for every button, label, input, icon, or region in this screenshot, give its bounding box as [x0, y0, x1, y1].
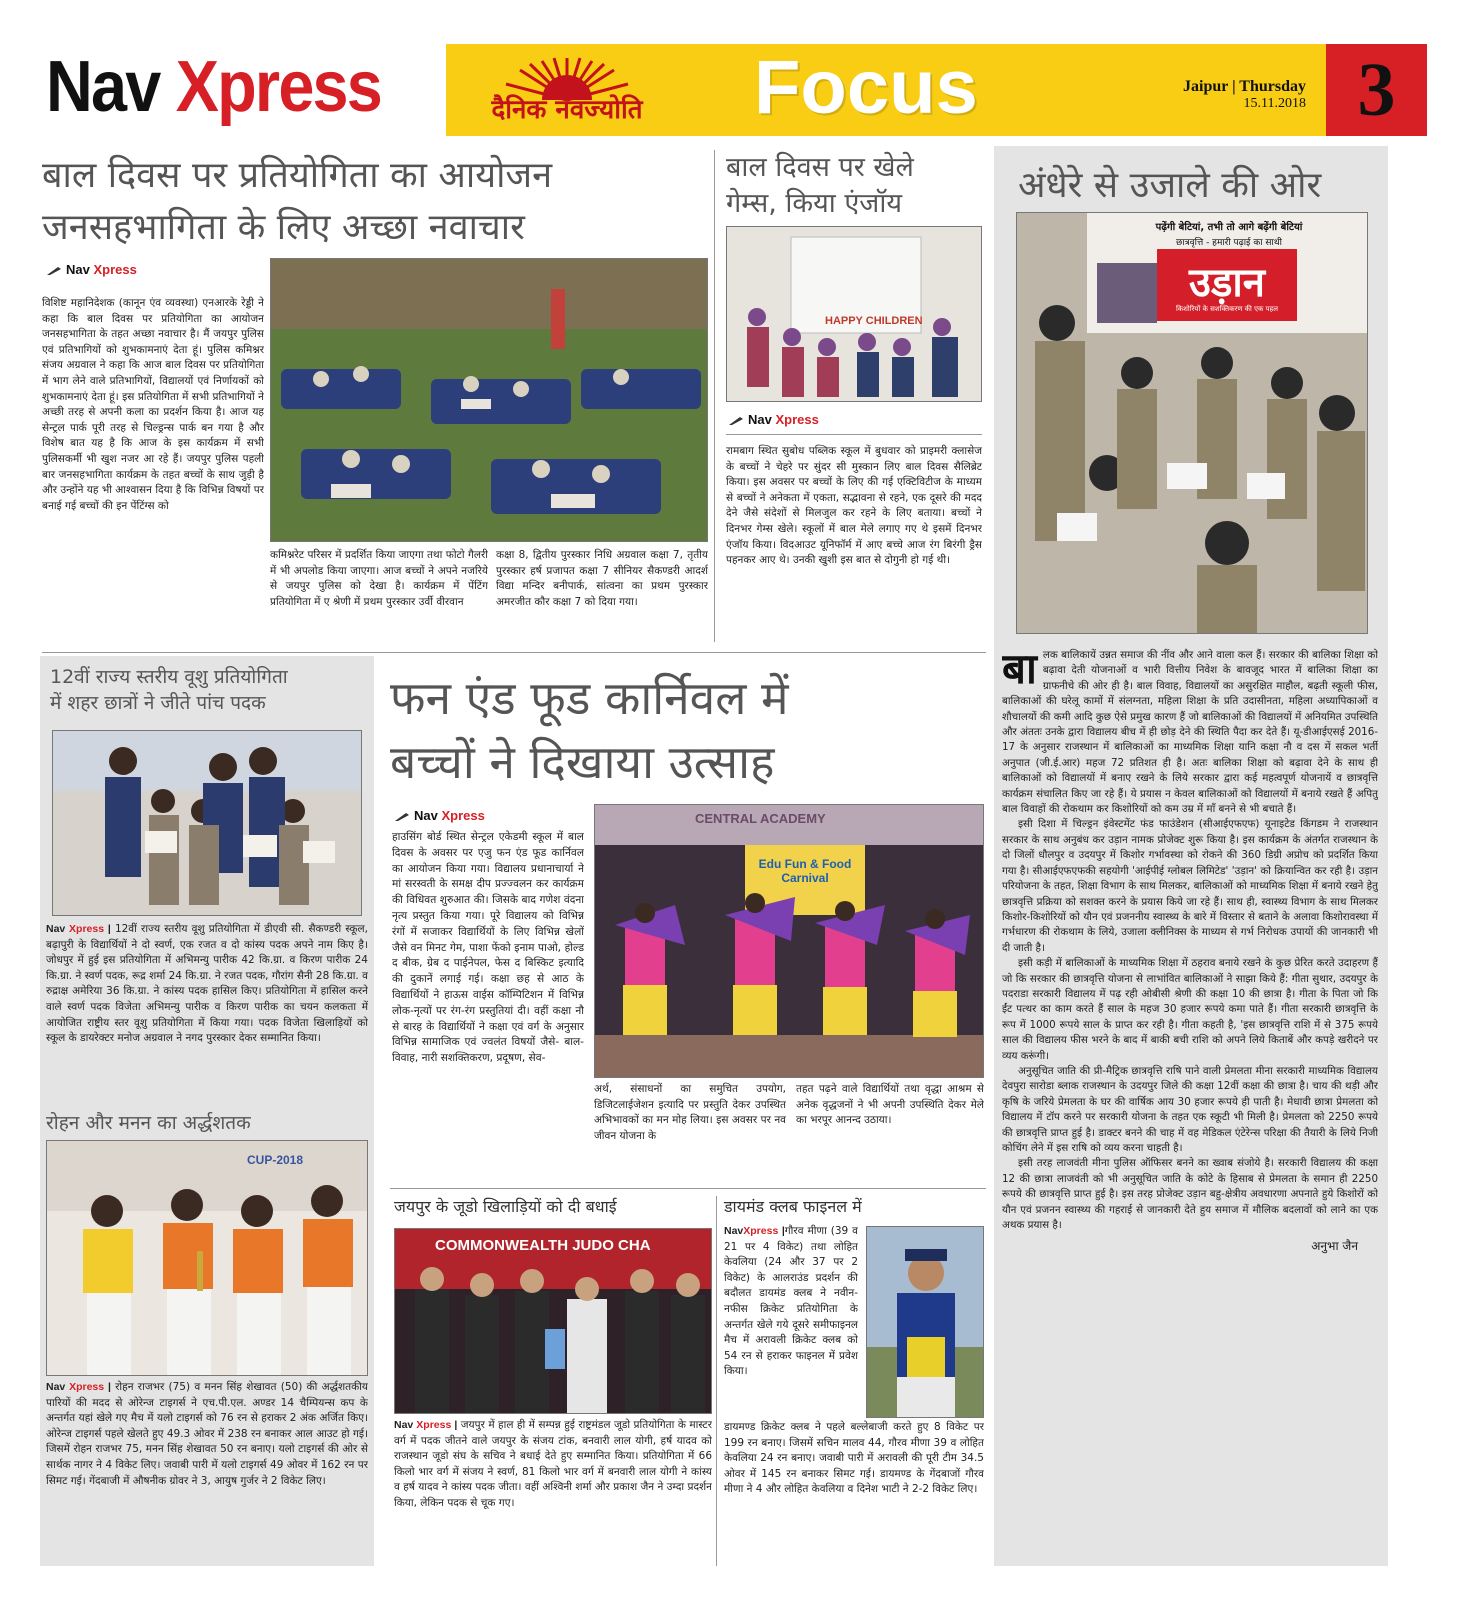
article4-photo: [52, 730, 362, 916]
article7-headline: जयपुर के जूडो खिलाड़ियों को दी बधाई: [394, 1197, 617, 1216]
article2-text: रामबाग स्थित सुबोध पब्लिक स्कूल में बुधवार को प्राइमरी क्लासेज के बच्चों ने चेहरे पर सुंदर सी मुस्कान लिए बाल दिवस सैलिब्रेट किया। इस अवसर पर बच्चों के लिए की गई एक्टिविटीज के माध्यम से बच्चों ने अनेकता में एकता, सद्भावना से रहने, एक दूसरे की मदद देने जैसे संदेशों से मिलजुल कर रहने के लिए बताया। बच्चों ने दिनभर गेम्स खेले। स्कूलों में बाल मेले लगाए गए थे इसमें दिनभर एंजॉय किया। विदआउट यूनिफॉर्म में आए बच्चे आज रंग बिरंगी ड्रैस पहनकर आए थे। उनकी खुशी इस बात से दोगुनी हो गई थी।: [726, 445, 982, 567]
article8-byline: NavXpress |: [724, 1225, 785, 1237]
article2-headline: [726, 150, 988, 222]
academy-banner: CENTRAL ACADEMY: [695, 811, 826, 826]
cup-banner: CUP-2018: [247, 1153, 304, 1167]
article2-byline: Nav Xpress: [728, 412, 819, 427]
article8-text-top: NavXpress |गौरव मीणा (39 व 21 पर 4 विकेट) तथा लोहित केवलिया (24 और 37 पर 2 विकेट) के आलराउंड प्रदर्शन की बदौलत डायमंड क्लब ने नवीन-नफीस क्रिकेट प्रतियोगिता के अन्तर्गत खेले गये दूसरे समीफाइनल मैच में अरावली क्रिकेट क्लब को 54 रन से हराकर फाइनल में प्रवेश किया।: [724, 1225, 858, 1378]
article6-headline-line1: फन एंड फूड कार्निवल में: [390, 671, 789, 725]
section-title: Focus: [754, 45, 978, 130]
article5-text: Nav Xpress | रोहन राजभर (75) व मनन सिंह शेखावत (50) की अर्द्धशतकीय पारियों की मदद से ओरेन्ज टाइगर्स ने एच.पी.एल. अण्डर 14 चैम्पियन्स कप के अन्तर्गत यहां खेले गए मैच में यलो टाइगर्स को 76 रन से हराकर 2 अंक अर्जित किए। ओरेन्ज टाइगर्स पहले खेलते हुए 49.3 ओवर में 238 रन बनाकर आल आउट हो गई। जिसमें रोहन राजभर 75, मनन सिंह शेखावत 50 रन बनाए। यलो टाइगर्स की ओर से सार्थक नागर ने 4 विकेट लिए। जवाबी पारी में यलो टाइगर्स 49 ओवर में 162 रन पर सिमट गई। गेंदबाजी में औषनीक ग्रोवर ने 3, आयुष गुर्जर ने 2 विकेट लिए।: [46, 1381, 368, 1487]
article6-text-left: हाउसिंग बोर्ड स्थित सेन्ट्रल एकेडमी स्कूल में बाल दिवस के अवसर पर एजु फन एंड फूड कार्निवल का आयोजन किया गया। विद्यालय प्रधानाचार्या ने मां सरस्वती के समक्ष दीप प्रज्ज्वलन कर कार्यक्रम की विधिवत शुरुआत की। जिसके बाद गणेश वंदना नृत्य प्रस्तुत किया गया। पूरे विद्यालय को विभिन्न रंगों में सजाकर विद्यार्थियों के लिए विभिन्न खेलों जैसे वन मिनट गेम, पाशा फेंको इनाम पाओ, होल्ड द बीक, ग्रेब द पाईनेपल, फेस द बिस्किट इत्यादि की दुकानें लगाई गई। कक्षा छह से आठ के विद्यार्थियों ने हाऊस वाईस कॉम्पिटिशन में विभिन्न लोक-नृत्यों पर रंग-रंग प्रस्तुतियां दी। वहीं कक्षा नौ से बारह के विद्यार्थियों ने कक्षा एवं वर्ग के अनुसार विभिन्न सामाजिक एवं ज्वलंत विषयों जैसे- बाल-विवाह, नारी सशक्तिकरण, प्रदूषण, सेव-: [392, 831, 584, 1065]
article6-byline: Nav Xpress: [394, 808, 485, 823]
article7-byline: Nav Xpress |: [394, 1419, 458, 1431]
pen-icon: [46, 266, 62, 276]
article6-photo: [594, 804, 984, 1078]
article8-photo: [866, 1226, 984, 1418]
byline-rule: [726, 434, 982, 435]
commonwealth-banner: COMMONWEALTH JUDO CHA: [435, 1237, 651, 1254]
edition-date: 15.11.2018: [1243, 96, 1306, 111]
article3-para4: अनुसूचित जाति की प्री-मैट्रिक छात्रवृत्ति राषि पाने वाली प्रेमलता मीना सरकारी माध्यमिक विद्यालय देवपुरा सारोडा ब्लाक राजस्थान के उदयपुर जिले की कक्षा 12वीं कक्षा की छात्रा है। चाय की थड़ी और कृषि के जरिये प्रेमलता के घर की वार्षिक आय 30 हजार रूपये ही पाती है। मेधावी छात्रा प्रेमलता को विद्यालय में टॉप करने पर सरकारी योजना के तहत एक स्कूटी भी मिली है। प्रेमलता को 2250 रूपये की छात्रवृत्ति प्राप्त हुई है। डाक्टर बनने की चाह में वह मेडिकल एंटेरेन्स परिक्षा की तैयारी के लिये निजी कोचिंग लेने में इस राषि को व्यय करना चाहती है।: [1002, 1064, 1378, 1154]
article8-text-bottom: डायमण्ड क्रिकेट क्लब ने पहले बल्लेबाजी करते हुए 8 विकेट पर 199 रन बनाए। जिसमें सचिन मालव 44, गौरव मीणा 39 व लोहित केवलिया 24 रन बनाए। जवाबी पारी में अरावली की पूरी टीम 34.5 ओवर में 145 रन बनाकर सिमट गई। डायमण्ड के गेंदबाजों गौरव मीणा ने 4 और लोहित केवलिया व दिनेश भाटी ने 2-2 विकेट लिए।: [724, 1421, 984, 1496]
cricketer-portrait-image: [867, 1227, 984, 1418]
article1-byline: Nav Xpress: [46, 262, 137, 277]
article4-headline-line1: 12वीं राज्य स्तरीय वूशु प्रतियोगिता: [50, 666, 288, 688]
masthead: [40, 44, 1427, 136]
section-rule: [390, 1188, 986, 1189]
city-day: Jaipur | Thursday: [1183, 78, 1306, 95]
brand-logo: Nav Xpress: [46, 47, 382, 127]
udaan-banner-line2: छात्रवृत्ति - हमारी पढ़ाई का साथी: [1176, 238, 1282, 248]
article7-text: Nav Xpress | जयपुर में हाल ही में सम्पन्न हुई राष्ट्रमंडल जूडो प्रतियोगिता के मास्टर वर्ग में पदक जीतने वाले जयपुर के संजय टांक, बनवारी लाल योगी, हर्ष यादव को राजस्थान जूडो संघ के सचिव ने बधाई देते हुए सम्मानित किया। प्रतियोगिता में 66 किलो भार वर्ग में संजय ने स्वर्ण, 81 किलो भार वर्ग में बनवारी लाल योगी ने कांस्य व हर्ष यादव ने कांस्य पदक जीता। वहीं अश्विनी शर्मा और प्रकाश जैन ने उम्दा प्रदर्शन किया, लेकिन पदक से चूक गए।: [394, 1419, 712, 1509]
article3-body: [1002, 648, 1378, 1548]
udaan-banner-line1: पढ़ेंगी बेटियां, तभी तो आगे बढ़ेंगी बेटियां: [1155, 222, 1303, 233]
pen-icon: [394, 812, 410, 822]
article3-photo: [1016, 212, 1368, 634]
article4-headline-line2: में शहर छात्रों ने जीते पांच पदक: [50, 692, 266, 714]
article6-text-mid: अर्थ, संसाधनों का समुचित उपयोग, डिजिटलाईजेशन इत्यादि पर प्रस्तुति देकर उपस्थित अभिभावकों का मन मोह लिया। इस अवसर पर नव जीवन योजना के: [594, 1083, 786, 1142]
udaan-banner-title: उड़ान: [1189, 260, 1265, 306]
article3-para2: इसी दिशा में चिल्ड्रन इंवेस्टमेंट फंड फाउंडेशन (सीआईएफएफ) यूनाइटेड किंगडम ने राजस्थान सरकार के साथ अनुबंध कर उड़ान नामक प्रोजेक्ट शुरू किया है। इस कार्यक्रम के अंतर्गत राजस्थान के दो जिलों धौलपुर व उदयपुर में किशोर गर्भावस्था को रोकने की 360 डिग्री अप्रोच को प्रदर्शित किया गया है। सीआईएफएफकी सहयोगी 'आईपीई ग्लोबल लिमिटेड' 'उड़ान' को क्रियान्वित कर रही है। उड़ान परियोजना के तहत, शिक्षा विभाग के साथ मिलकर, बालिकाओं को माध्यमिक शिक्षा में बनाये रखने हेतु छात्रवृत्ति प्रक्रिया को सशक्त करने के प्रयास किये जा रहे हैं। साथ ही, स्वास्थ्य विभाग के साथ मिलकर किशोर-किशोरियों को यौन एवं प्रजननीय स्वास्थ्य के बारे में विस्तार से बताने के अलावा किशोरावस्था में गर्भधारण की रोकथाम के लिये, उजाला क्लीनिक्स के माध्यम से गर्भ निरोधक उपायों की जानकारी भी दी जाती है।: [1002, 818, 1378, 954]
children-painting-image: [271, 259, 708, 542]
judo-felicitation-image: [395, 1229, 712, 1414]
author-signature: अनुभा जैन: [1311, 1239, 1358, 1254]
happy-children-sign: HAPPY CHILDREN: [825, 315, 923, 327]
brand-block: [40, 44, 446, 136]
wushu-winners-image: [53, 731, 362, 916]
article4-byline: Nav Xpress |: [46, 923, 111, 935]
article2-photo: [726, 226, 982, 402]
udaan-banner-tagline: किशोरियों के सशक्तिकरण की एक पहल: [1175, 305, 1279, 313]
column-rule: [716, 1196, 717, 1566]
article1-headline-line2: जनसहभागिता के लिए अच्छा नवाचार: [42, 207, 525, 248]
article2-headline-line1: बाल दिवस पर खेले: [726, 152, 914, 183]
article1-headline: [42, 150, 722, 254]
article4-text: Nav Xpress | 12वीं राज्य स्तरीय वूशु प्रतियोगिता में डीएवी सी. सैकण्डरी स्कूल, बढ़ापुरी के विद्यार्थियों ने दो स्वर्ण, एक रजत व दो कांस्य पदक अपने नाम किए है। जोधपुर में हुई इस प्रतियोगिता में अभिमन्यु पारीक 42 कि.ग्रा. व किरण पारीक 24 कि.ग्रा. ने स्वर्ण पदक, रूद्र शर्मा 24 कि.ग्रा. ने रजत पदक, गौरांग सैनी 28 कि.ग्रा. व रुद्राक्ष अमेरिया 36 कि.ग्रा. ने कांस्य पदक हासिल किए। प्रतियोगिता में हासिल करने वाले स्वर्ण पदक विजेता अभिमन्यु पारीक व किरण पारीक का चयन कलकता में आयोजित राष्ट्रीय स्तर वूशु प्रतियोगिता में किया गया। पदक विजेता खिलाड़ियों को स्कूल के डायरेक्टर मनोज अग्रवाल ने नगद पुरस्कार देकर सम्मानित किया।: [46, 923, 368, 1045]
carnival-sign: Edu Fun & Food Carnival: [758, 857, 852, 885]
article6-headline-line2: बच्चों ने दिखाया उत्साह: [390, 735, 775, 789]
cricket-players-image: [47, 1141, 368, 1376]
article1-text-right: कक्षा 8, द्वितीय पुरस्कार निधि अग्रवाल कक्षा 7, तृतीय पुरस्कार हर्ष प्रजापत कक्षा 7 सीनियर सैकण्डरी आदर्श विद्या मन्दिर बनीपार्क, सांत्वना का प्रथम पुरस्कार अमरजीत कौर कक्षा 7 को दिया गया।: [496, 549, 708, 608]
article6-text-right: तहत पढ़ने वाले विद्यार्थियों तथा वृद्धा आश्रम से अनेक वृद्धजनों ने भी अपनी उपस्थिति देकर मेले का भरपूर आनन्द उठाया।: [796, 1083, 984, 1127]
column-rule: [714, 150, 715, 642]
article5-photo: [46, 1140, 368, 1376]
article3-para5: इसी तरह लाजवंती मीना पुलिस ऑफिसर बनने का ख्वाब संजोये है। सरकारी विद्यालय की कक्षा 12 की छात्रा लाजवंती को भी अनुसूचित जाति के कोटे के हिसाब से प्रेमलता के समान ही 2250 रूपये की छात्रवृत्ति प्राप्त हुई है। इस तरह प्रोजेक्ट उड़ान बहु-क्षेत्रीय अवधारणा अपनाते हुये किशोरों को यौन एवं प्रजनन स्वास्थ्य की गहराई से जानकारी देते हुय समाज में मौलिक बदलावों को लाने का एक अथक प्रयास है।: [1002, 1157, 1378, 1232]
article2-headline-line2: गेम्स, किया एंजॉय: [726, 188, 902, 219]
article3-headline: अंधेरे से उजाले की ओर: [1018, 165, 1322, 206]
article6-headline: [390, 666, 986, 794]
page-number: 3: [1326, 44, 1427, 136]
article1-text-mid: कमिश्नरेट परिसर में प्रदर्शित किया जाएगा तथा फोटो गैलरी में भी अपलोड किया जाएगा। आज बच्चों ने अपने नजरिये से जयपुर पुलिस को देखा है। कार्यक्रम में पेंटिंग प्रतियोगिता में ए श्रेणी में प्रथम पुरस्कार उर्वी वीरवान: [270, 549, 488, 608]
article8-headline: डायमंड क्लब फाइनल में: [724, 1197, 862, 1216]
logo-text: दैनिक नवज्योति: [491, 95, 643, 125]
article7-photo: [394, 1228, 712, 1414]
dance-performance-image: [595, 805, 984, 1078]
article4-headline: [50, 664, 366, 716]
article5-byline: Nav Xpress |: [46, 1381, 111, 1393]
article5-headline: रोहन और मनन का अर्द्धशतक: [46, 1112, 251, 1134]
dropcap: बा: [1002, 648, 1037, 693]
article1-headline-line1: बाल दिवस पर प्रतियोगिता का आयोजन: [42, 155, 553, 196]
article3-para3: इसी कड़ी में बालिकाओं के माध्यमिक शिक्षा में ठहराव बनाये रखने के कुछ प्रेरित करते उदाहरण हैं जो कि सरकार की छात्रवृत्ति योजना से लाभांवित बालिकाओं ने साझा किये हैं: गीता सुथार, उदयपुर के पदराडा सरकारी विद्यालय में पढ़ रही ओबीसी श्रेणी की कक्षा 10 की छात्रा है। गीता के पिता जो कि ईंट पत्थर का काम करते हैं साल के महज 30 हजार रूपये कमा पाते हैं। गीता सरकारी छात्रवृत्ति के रूप में 1000 रूपये साल के प्राप्त कर रही है। गीता कहती है, 'इस छात्रवृत्ति राशि में से 375 रूपये साल की विद्यालय फीस भरने के बाद में बाकी बची राशि को अपने लिये किताबें और कपड़े खरीदने पर व्यय करूंगी।: [1002, 957, 1378, 1062]
article1-photo: [270, 258, 708, 542]
navjyoti-logo: [472, 52, 662, 130]
edition-info: [1156, 78, 1306, 112]
article3-para1: बालक बालिकायें उन्नत समाज की नींव और आने वाला कल हैं। सरकार की बालिका शिक्षा को बढ़ावा देती योजनाओं व भारी वित्तीय निवेश के बावजूद भारत में बालिका शिक्षा का ग्राफनीचे की ओर ही है। बाल विवाह, विद्यालयों का असुरक्षित माहौल, बढ़ती स्कूली फीस, बालिकाओं की घरेलू कामों में संलग्नता, महिला शिक्षा के प्रति उदासीनता, महिला अध्यापिकाओं व शौचालयों की कमी आदि कुछ ऐसे प्रमुख कारण हैं जो बालिकाओं की विद्यालयों में अनियमित उपस्थिति और अंततः उनके द्वारा विद्यालय बीच में ही छोड़ देने की स्थिति पैदा कर देते हैं। यू-डीआईएसई 2016-17 के अनुसार राजस्थान में बालिकाओं का माध्यमिक शिक्षा यानि कक्षा नौ व दस में सकल भर्ती अनुपात (जी.ई.आर) महज 72 प्रतिशत ही है। अतः बालिका शिक्षा को बढ़ावा देने के साथ ही बालिकाओं को विद्यालयों में बनाए रखने के लिये सरकार द्वारा कई महत्वपूर्ण योजनायें व छात्रवृत्ति कार्यक्रम संचालित किए जा रहे हैं। ये प्रयास न केवल बालिकाओं को विद्यालयों में बनाये रखते हैं अपितु बाल विवाहों की रोकथाम कर किशोरियों को कम उम्र में माँ बनने से भी बचाते हैं।: [1002, 648, 1378, 816]
section-rule: [42, 652, 986, 653]
pen-icon: [728, 416, 744, 426]
article1-text-left: विशिष्ट महानिदेशक (कानून एंव व्यवस्था) एनआरके रेड्डी ने कहा कि बाल दिवस पर प्रतियोगिता का आयोजन जनसहभागिता के तहत अच्छा नवाचार है। मैं जयपुर पुलिस एवं प्रतिभागियों को शुभकामनाएं देता हूं। पुलिस कमिश्नर संजय अग्रवाल ने कहा कि आज बाल दिवस पर प्रतियोगिता में भाग लेने वाले प्रतिभागियों, विद्यालयों एवं निर्णायकों को शुभकामनाएं देता हूं। इस प्रतियोगिता में सभी प्रतिभागियों ने अच्छी तरह से अपनी कला का प्रदर्शन किया है। आज यह सेन्ट्रल पार्क पूरी तरह से चिल्ड्रन्स पार्क बन गया है और विशेष बात यह है कि आज के इस कार्यक्रम में सभी पुलिसकर्मी भी खुश नजर आ रहे हैं। जयपुर पुलिस पहली बार जनसहभागिता कार्यक्रम के तहत बच्चों के साथ जुड़ी है और उन्होंने यह भी आश्वासन दिया है कि विभिन्न विषयों पर बनाई गई बच्चों की इन पेंटिंग्स को: [42, 297, 264, 512]
